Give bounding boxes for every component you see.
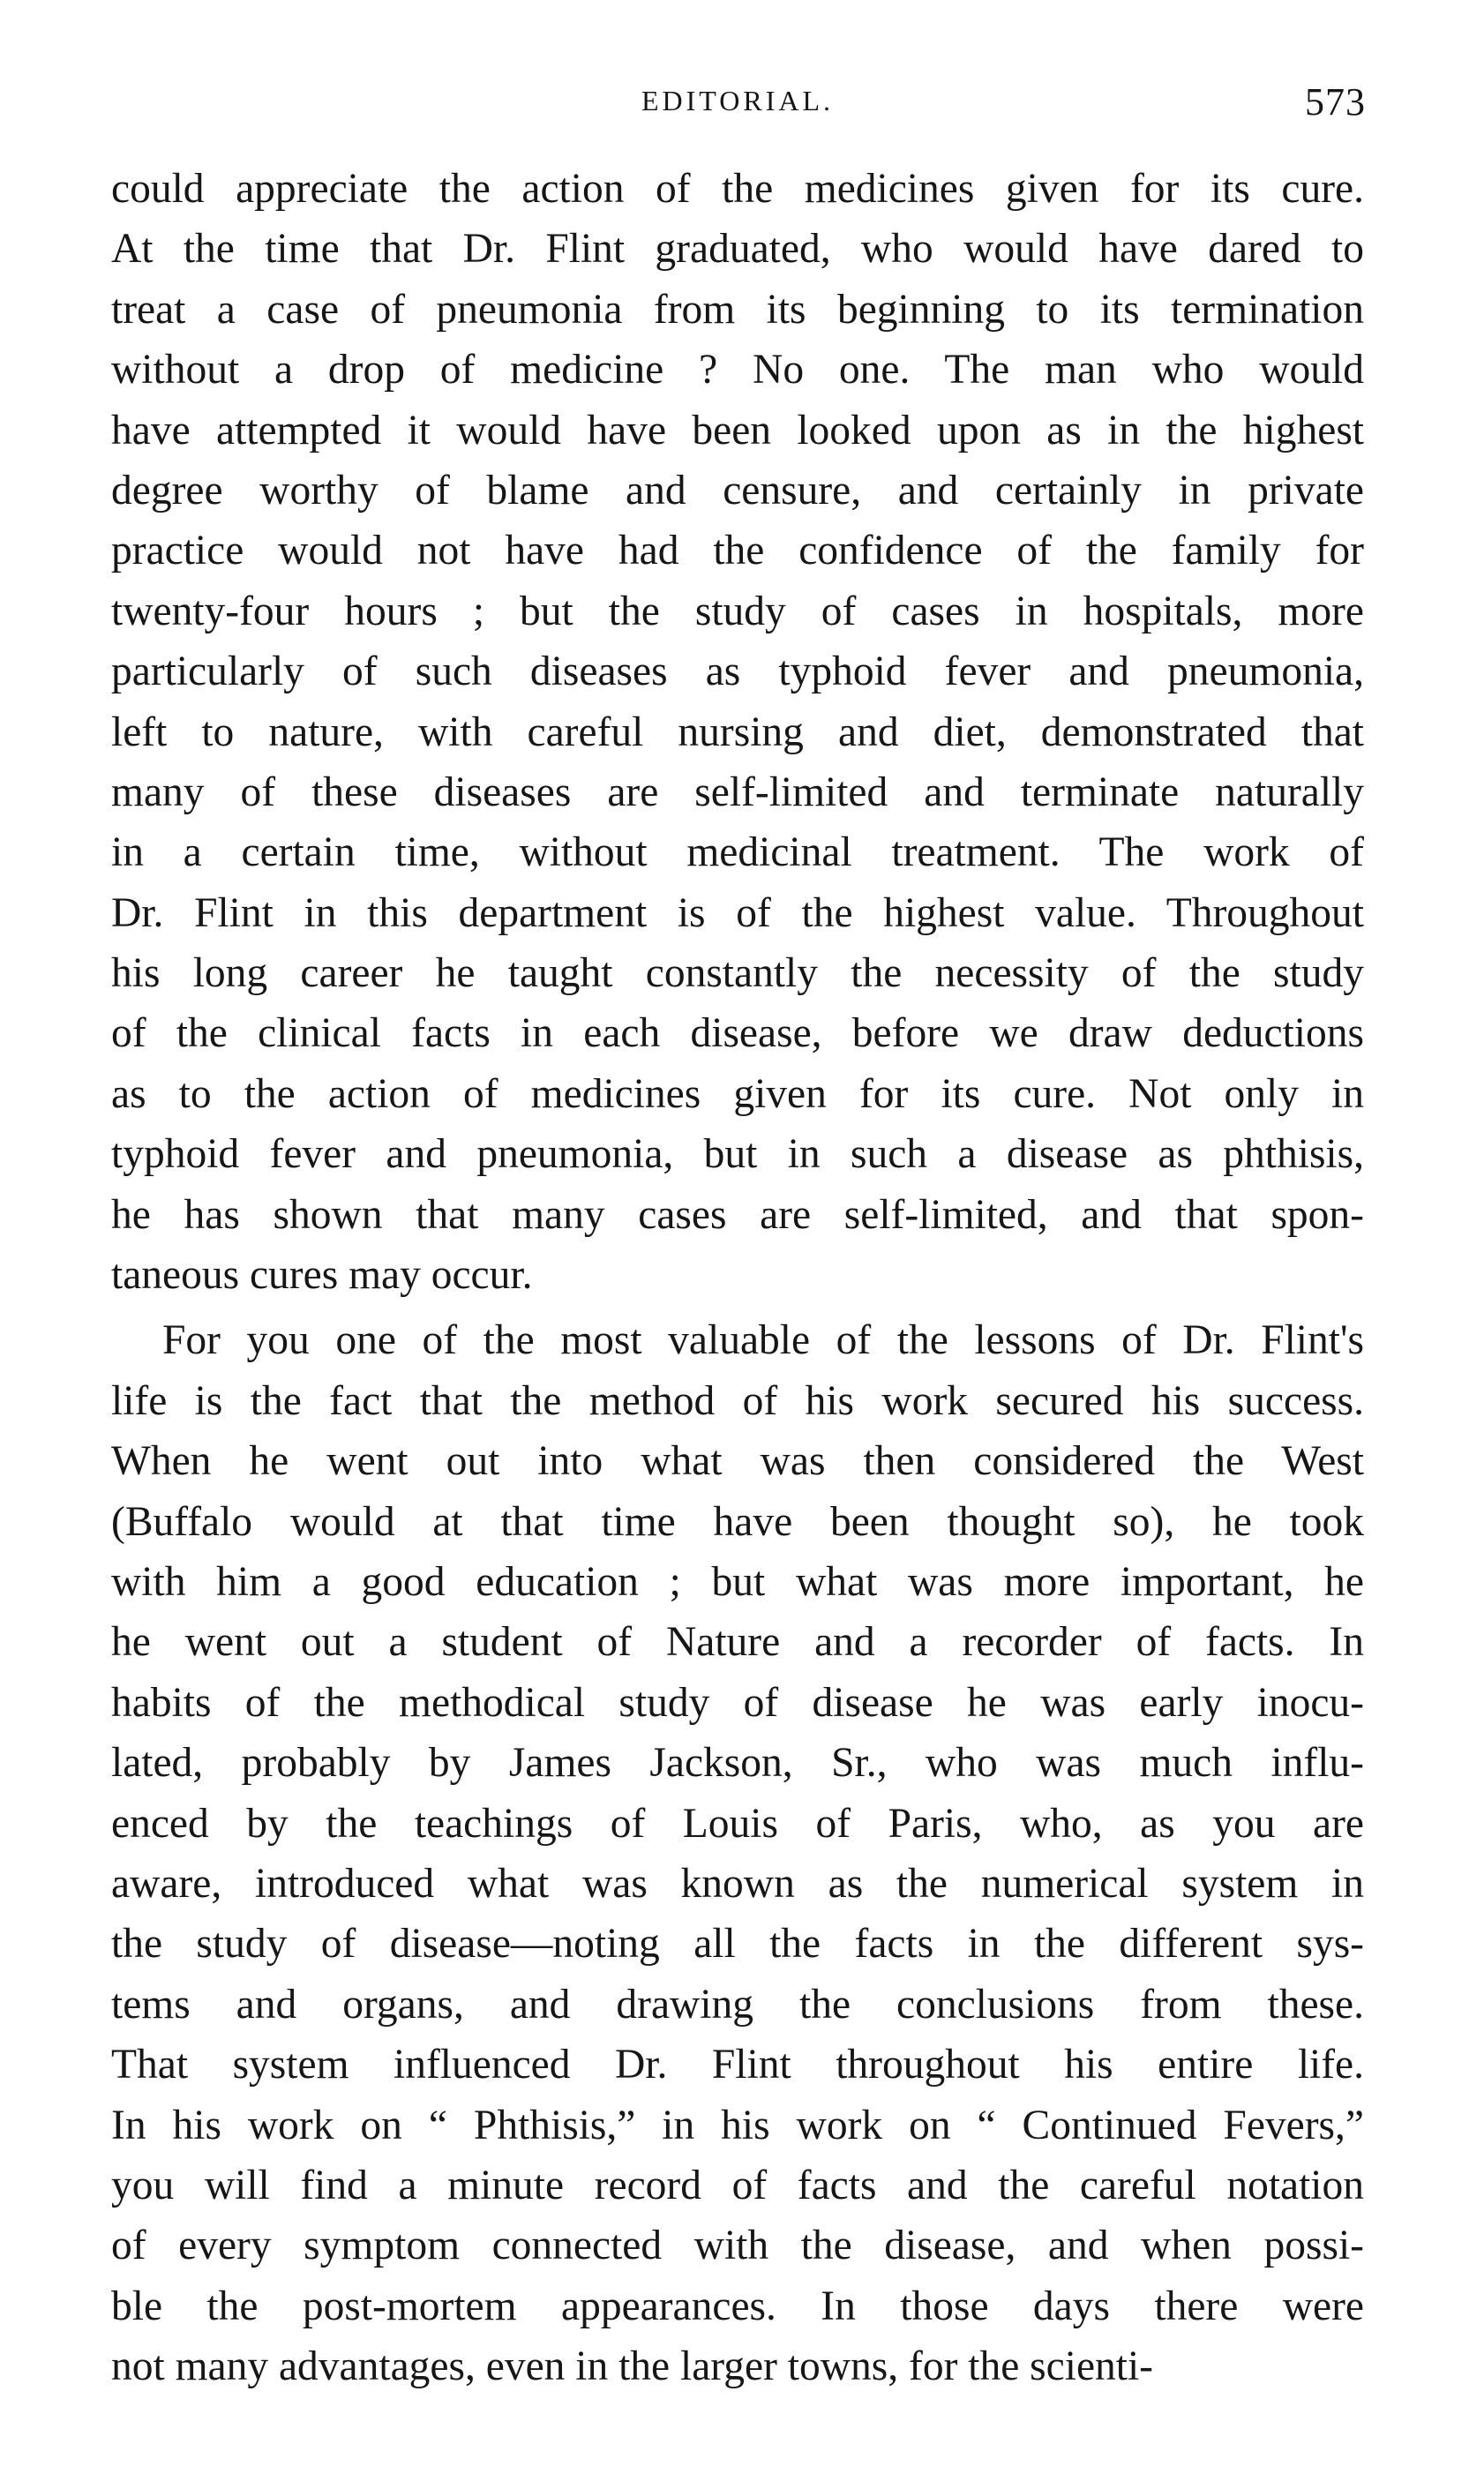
text-line: could appreciate the action of the medicines given for its cure. <box>111 166 1364 212</box>
text-line: he went out a student of Nature and a recorder of facts. In <box>111 1619 1364 1666</box>
text-line: For you one of the most valuable of the lessons of Dr. Flint's <box>162 1317 1364 1364</box>
text-line: without a drop of medicine ? No one. The man who would <box>111 347 1364 394</box>
text-line: particularly of such diseases as typhoid fever and pneumonia, <box>111 648 1364 695</box>
text-line: many of these diseases are self-limited and terminate naturally <box>111 768 1364 815</box>
paragraph-2 <box>111 1310 1364 2396</box>
text-line: At the time that Dr. Flint graduated, who would have dared to <box>111 226 1364 273</box>
page-number: 573 <box>1305 80 1366 124</box>
text-line: in a certain time, without medicinal treatment. The work of <box>111 829 1364 876</box>
text-line: (Buffalo would at that time have been thought so), he took <box>111 1498 1364 1545</box>
text-line: tems and organs, and drawing the conclusions from these. <box>111 1981 1364 2028</box>
running-header <box>111 79 1364 132</box>
text-line: enced by the teachings of Louis of Paris, who, as you are <box>111 1800 1364 1847</box>
document-page <box>111 79 1364 2396</box>
text-line: the study of disease—noting all the facts in the different sys- <box>111 1921 1364 1968</box>
text-line: When he went out into what was then considered the West <box>111 1438 1364 1485</box>
text-line: degree worthy of blame and censure, and certainly in private <box>111 467 1364 514</box>
text-line: with him a good education ; but what was more important, he <box>111 1558 1364 1605</box>
text-line: aware, introduced what was known as the numerical system in <box>111 1860 1364 1907</box>
text-line: you will find a minute record of facts and the careful notation <box>111 2162 1364 2208</box>
text-line: practice would not have had the confidence of the family for <box>111 528 1364 574</box>
text-line: left to nature, with careful nursing and diet, demonstrated that <box>111 708 1364 755</box>
text-line: life is the fact that the method of his work secured his success. <box>111 1377 1364 1424</box>
text-line: Dr. Flint in this department is of the highest value. Throughout <box>111 889 1364 936</box>
paragraph-1 <box>111 159 1364 1305</box>
text-line: typhoid fever and pneumonia, but in such a disease as phthisis, <box>111 1131 1364 1178</box>
text-line: habits of the methodical study of disease he was early inocu- <box>111 1679 1364 1726</box>
running-title: EDITORIAL. <box>641 85 835 116</box>
text-line: as to the action of medicines given for its cure. Not only in <box>111 1070 1364 1117</box>
text-line: ble the post-mortem appearances. In those days there were <box>111 2283 1364 2329</box>
text-line: lated, probably by James Jackson, Sr., who was much influ- <box>111 1740 1364 1787</box>
body-text <box>111 159 1364 2396</box>
text-line: treat a case of pneumonia from its beginning to its termination <box>111 286 1364 333</box>
text-line: he has shown that many cases are self-limited, and that spon- <box>111 1191 1364 1238</box>
text-line: twenty-four hours ; but the study of cases in hospitals, more <box>111 588 1364 634</box>
text-line: of the clinical facts in each disease, before we draw deductions <box>111 1010 1364 1057</box>
text-line: have attempted it would have been looked upon as in the highest <box>111 407 1364 454</box>
text-line: taneous cures may occur. <box>111 1252 533 1299</box>
text-line: not many advantages, even in the larger towns, for the scienti- <box>111 2343 1153 2390</box>
text-line: That system influenced Dr. Flint throughout his entire life. <box>111 2042 1364 2088</box>
text-line: In his work on “ Phthisis,” in his work on “ Continued Fevers,” <box>111 2102 1364 2148</box>
text-line: his long career he taught constantly the necessity of the study <box>111 950 1364 997</box>
text-line: of every symptom connected with the disease, and when possi- <box>111 2223 1364 2269</box>
